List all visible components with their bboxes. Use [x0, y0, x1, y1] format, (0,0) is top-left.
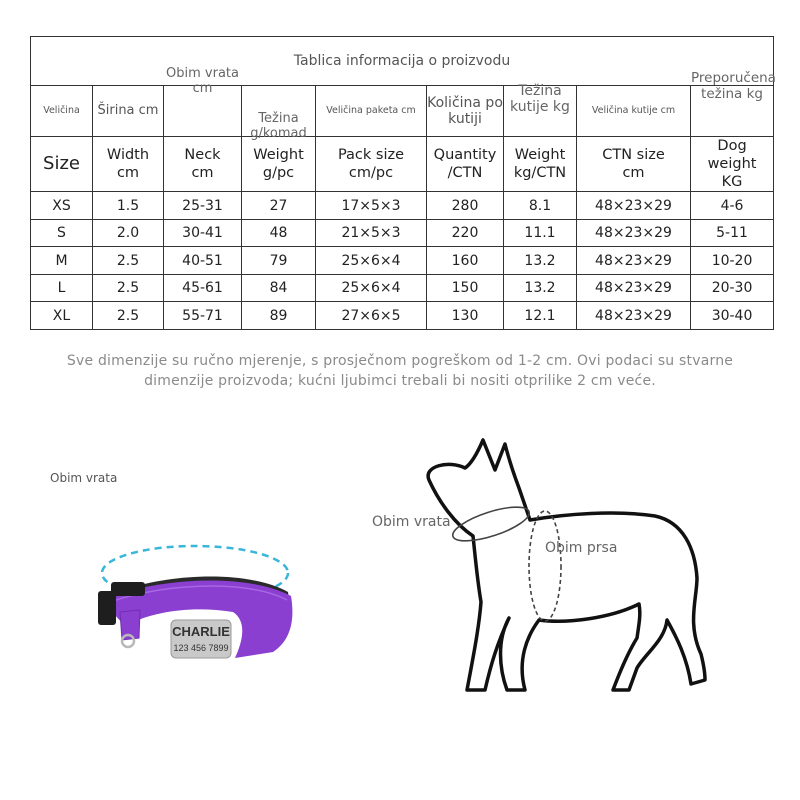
- table-row: [31, 302, 774, 330]
- header-unit: KG: [721, 174, 743, 191]
- table-title: Tablica informacija o proizvodu: [31, 37, 774, 86]
- table-cell: 280: [427, 192, 504, 220]
- header-text: Size: [43, 152, 80, 174]
- table-cell: 2.5: [93, 302, 164, 330]
- table-cell: 48×23×29: [577, 247, 691, 275]
- table-cell: 4-6: [691, 192, 774, 220]
- size-table: [30, 36, 776, 324]
- collar-illustration: [95, 540, 300, 670]
- table-cell: 21×5×3: [316, 219, 427, 247]
- note-line: Sve dimenzije su ručno mjerenje, s prosječnom pogreškom od 1-2 cm. Ovi podaci su stvarne: [66, 353, 734, 369]
- header-text: Weight: [514, 147, 566, 164]
- header-unit: kg/CTN: [513, 165, 567, 182]
- header-text: Pack size: [337, 147, 405, 164]
- table-row: [31, 219, 774, 247]
- header-cell: [691, 70, 776, 137]
- dog-illustration: [415, 428, 715, 698]
- header-cell: Veličina paketa cm: [316, 86, 427, 137]
- header-text: Obim vrata cm: [166, 66, 239, 96]
- header-text: CTN size: [602, 147, 665, 164]
- table-cell: 8.1: [504, 192, 577, 220]
- table-cell: 25-31: [164, 192, 242, 220]
- table-cell: 48×23×29: [577, 219, 691, 247]
- size-cell: S: [31, 219, 93, 247]
- tag-name: CHARLIE: [172, 624, 230, 639]
- header-cell: [164, 66, 242, 137]
- table-body: [31, 192, 774, 330]
- header-cell: [427, 137, 504, 192]
- table-cell: 79: [242, 247, 316, 275]
- header-text: Težina kutije kg: [510, 83, 570, 116]
- table-cell: 48×23×29: [577, 274, 691, 302]
- table-cell: 20-30: [691, 274, 774, 302]
- header-cell: [691, 137, 774, 192]
- chest-label: Obim prsa: [545, 540, 618, 556]
- table-row: [31, 274, 774, 302]
- neck-label: Obim vrata: [372, 514, 451, 530]
- table-cell: 48: [242, 219, 316, 247]
- table-cell: 48×23×29: [577, 192, 691, 220]
- header-cell: [93, 137, 164, 192]
- header-cell: [31, 137, 93, 192]
- header-unit: cm: [191, 165, 214, 182]
- header-cell: [242, 86, 316, 141]
- table-cell: 27: [242, 192, 316, 220]
- note-line: dimenzije proizvoda; kućni ljubimci trebali bi nositi otprilike 2 cm veće.: [144, 373, 656, 389]
- header-text: Quantity: [433, 147, 497, 164]
- table-cell: 12.1: [504, 302, 577, 330]
- table-cell: 160: [427, 247, 504, 275]
- header-cell: Veličina kutije cm: [577, 86, 691, 137]
- header-text: Neck: [184, 147, 221, 164]
- table-cell: 130: [427, 302, 504, 330]
- table-cell: 45-61: [164, 274, 242, 302]
- buckle-clip: [111, 582, 145, 596]
- measurement-note: [20, 351, 780, 391]
- table-cell: 13.2: [504, 274, 577, 302]
- header-cell: [164, 137, 242, 192]
- table-cell: 40-51: [164, 247, 242, 275]
- header-cell: [504, 137, 577, 192]
- table-cell: 25×6×4: [316, 247, 427, 275]
- table-cell: 5-11: [691, 219, 774, 247]
- tag-number: 123 456 7899: [173, 643, 229, 653]
- table-cell: 17×5×3: [316, 192, 427, 220]
- size-cell: L: [31, 274, 93, 302]
- header-cell: [242, 137, 316, 192]
- table-cell: 89: [242, 302, 316, 330]
- table-row: [31, 192, 774, 220]
- header-unit: g/pc: [262, 165, 295, 182]
- croatian-header-row: [31, 86, 774, 137]
- collar-buckle: [98, 591, 116, 625]
- table-cell: 1.5: [93, 192, 164, 220]
- header-cell: Veličina: [31, 86, 93, 137]
- collar-caption: Obim vrata: [50, 471, 118, 485]
- header-cell: Širina cm: [93, 86, 164, 137]
- header-text: Width: [106, 147, 150, 164]
- table-cell: 48×23×29: [577, 302, 691, 330]
- size-cell: XL: [31, 302, 93, 330]
- table-cell: 2.5: [93, 247, 164, 275]
- table-cell: 2.0: [93, 219, 164, 247]
- table-cell: 27×6×5: [316, 302, 427, 330]
- table-cell: 13.2: [504, 247, 577, 275]
- table-cell: 55-71: [164, 302, 242, 330]
- header-unit: cm/pc: [348, 165, 394, 182]
- table-cell: 220: [427, 219, 504, 247]
- table-cell: 84: [242, 274, 316, 302]
- header-unit: /CTN: [447, 165, 483, 182]
- table-cell: 30-40: [691, 302, 774, 330]
- dog-silhouette: [428, 440, 705, 690]
- header-cell: Količina po kutiji: [427, 86, 504, 137]
- header-text: Weight: [253, 147, 304, 164]
- table-cell: 25×6×4: [316, 274, 427, 302]
- header-text: Dog weight: [707, 138, 757, 173]
- table-row: [31, 247, 774, 275]
- english-header-row: [31, 137, 774, 192]
- size-cell: M: [31, 247, 93, 275]
- header-cell: [504, 83, 577, 137]
- header-unit: cm: [116, 165, 140, 182]
- header-cell: [577, 137, 691, 192]
- header-cell: [316, 137, 427, 192]
- table-cell: 10-20: [691, 247, 774, 275]
- table-cell: 11.1: [504, 219, 577, 247]
- header-text: Preporučena težina kg: [691, 70, 776, 102]
- header-text: Težina g/komad: [250, 111, 307, 141]
- table-cell: 30-41: [164, 219, 242, 247]
- table-cell: 2.5: [93, 274, 164, 302]
- size-cell: XS: [31, 192, 93, 220]
- header-unit: cm: [622, 165, 645, 182]
- table-cell: 150: [427, 274, 504, 302]
